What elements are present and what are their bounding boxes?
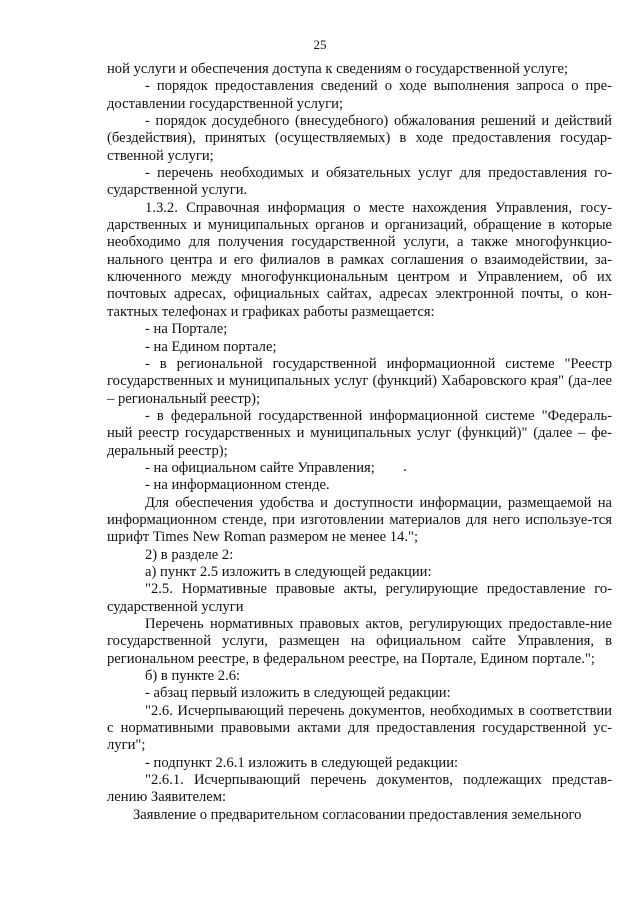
paragraph: Перечень нормативных правовых актов, регулирующих предоставле-ние государственной услуги, размещен на официальном сайте Управления, в региональном реестре, в федеральном реестре, на Портале, Едином портале."; (107, 616, 612, 667)
paragraph: б) в пункте 2.6: (145, 668, 241, 685)
paragraph: - на официальном сайте Управления; (145, 459, 375, 476)
paragraph: - на информационном стенде. (145, 477, 330, 494)
paragraph: "2.6.1. Исчерпывающий перечень документов, подлежащих представ-лению Заявителем: (107, 772, 612, 806)
paragraph: - подпункт 2.6.1 изложить в следующей редакции: (145, 754, 459, 771)
paragraph: Для обеспечения удобства и доступности информации, размещаемой на информационном стенде, при изготовлении материалов для него используе-тся шрифт Times New Roman размером не менее 14."; (107, 494, 612, 546)
document-body (107, 61, 612, 824)
paragraph: 1.3.2. Справочная информация о месте нахождения Управления, госу-дарственных и муниципальных органов и организаций, обращение в которые необходимо для получения государственной услуги, а также многофункцио-нального центра и его филиалов в рамках соглашения о взаимодействии, за-ключенного между многофункциональным центром и Управлением, об их почтовых адресах, официальных сайтах, адресах электронной почты, о кон-тактных телефонах и графиках работы размещается: (107, 199, 612, 320)
paragraph: ной услуги и обеспечения доступа к сведениям о государственной услуге; (107, 61, 569, 77)
scan-speck (404, 469, 406, 471)
paragraph: - порядок предоставления сведений о ходе выполнения запроса о пре-доставлении государственной услуги; (107, 78, 612, 112)
paragraph: "2.6. Исчерпывающий перечень документов, необходимых в соответствии с нормативными правовыми актами для предоставления государственной ус-луги"; (107, 702, 612, 754)
paragraph: Заявление о предварительном согласовании предоставления земельного (133, 806, 582, 823)
paragraph: а) пункт 2.5 изложить в следующей редакции: (145, 563, 432, 580)
paragraph: - на Едином портале; (145, 338, 277, 355)
paragraph: - в федеральной государственной информационной системе "Федераль-ный реестр государственных и муниципальных услуг (функций)" (далее – фе-деральный реестр); (107, 407, 612, 459)
paragraph: - абзац первый изложить в следующей редакции: (145, 685, 451, 702)
paragraph: - в региональной государственной информационной системе "Реестр государственных и муниципальных услуг (функций) Хабаровского края" (да-лее – региональный реестр); (107, 355, 612, 407)
paragraph: - на Портале; (145, 321, 228, 338)
paragraph: - порядок досудебного (внесудебного) обжалования решений и действий (бездействия), принятых (осуществляемых) в ходе предоставления государ-ственной услуги; (107, 113, 612, 164)
paragraph: - перечень необходимых и обязательных услуг для предоставления го-сударственной услуги. (107, 165, 612, 199)
paragraph: 2) в разделе 2: (145, 546, 234, 563)
paragraph: "2.5. Нормативные правовые акты, регулирующие предоставление го-сударственной услуги (107, 581, 612, 615)
page-number: 25 (313, 37, 327, 52)
